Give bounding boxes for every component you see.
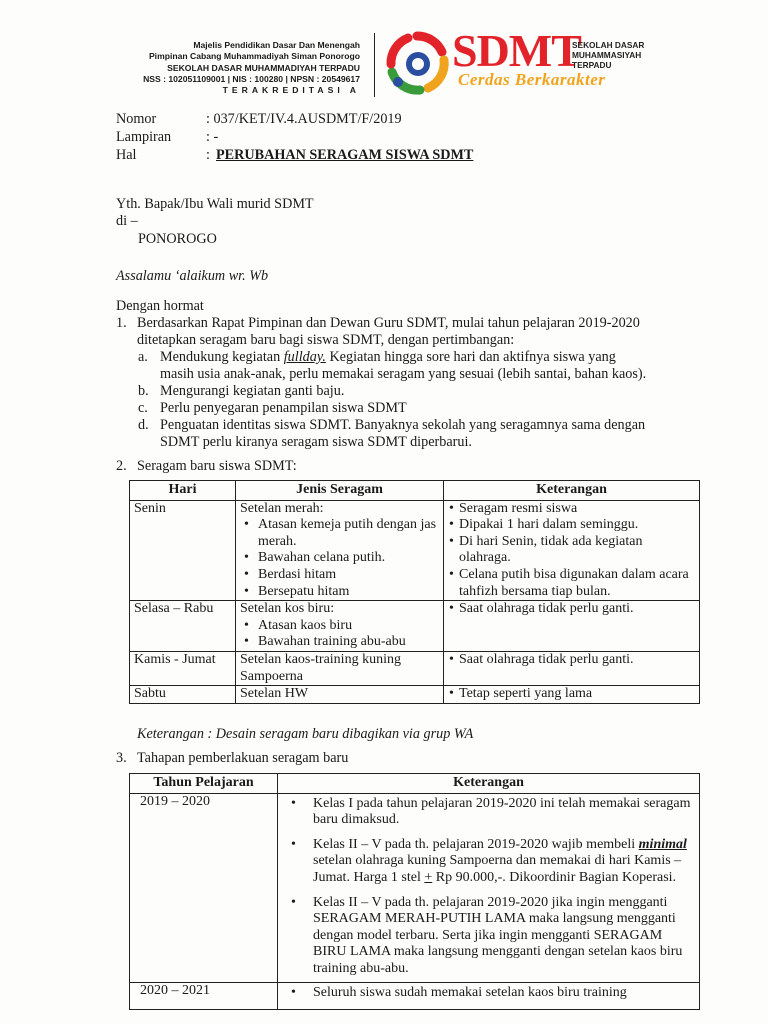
point1a-line [160, 349, 616, 366]
table-row [130, 651, 700, 685]
column-header: Tahun Pelajaran [130, 774, 278, 794]
list-item: • Saat olahraga tidak perlu ganti. [459, 601, 695, 618]
keterangan-cell [278, 793, 700, 982]
column-header: Keterangan [278, 774, 700, 794]
keterangan-cell [444, 601, 700, 652]
letterhead-line: SEKOLAH DASAR MUHAMMADIYAH TERPADU [167, 62, 360, 73]
table-header-row [130, 774, 700, 794]
keterangan-cell [444, 686, 700, 704]
table-header-row [130, 481, 700, 501]
jenis-title: Setelan kos biru: [240, 601, 335, 617]
brand-name: SDMT [452, 25, 581, 76]
letterhead-line: NSS : 102051109001 | NIS : 100280 | NPSN : 20549617 [143, 73, 360, 84]
list-item: • Berdasi hitam [258, 567, 439, 584]
plus-minus-sign: + [424, 869, 433, 885]
point1d-line: Penguatan identitas siswa SDMT. Banyaknya sekolah yang seragamnya sama dengan [160, 417, 646, 433]
point1a-line2: masih usia anak-anak, perlu memakai seragam yang sesuai (lebih santai, bahan kaos). [160, 366, 647, 382]
list-item: • Kelas II – V pada th. pelajaran 2019-2020 jika ingin mengganti SERAGAM MERAH-PUTIH LAMA maka langsung mengganti dengan model terbaru. Serta jika ingin mengganti SERAGAM BIRU LAMA maka langsung mengganti dengan setelan kaos biru training abu-abu. [313, 895, 695, 978]
point1a-text: Mendukung kegiatan [160, 349, 284, 365]
recipient-di: di – [116, 213, 138, 229]
brand-subtitle-line: TERPADU [572, 60, 612, 70]
letterhead-line: Majelis Pendidikan Dasar Dan Menengah [193, 40, 360, 50]
hari-cell: Kamis - Jumat [130, 651, 236, 685]
point3-text: Tahapan pemberlakuan seragam baru [137, 750, 349, 766]
letterhead-line: Pimpinan Cabang Muhammadiyah Siman Ponorogo [148, 51, 360, 62]
schedule-table [129, 773, 700, 1010]
keterangan-list [448, 601, 695, 618]
list-item: • Tetap seperti yang lama [459, 686, 695, 703]
brand-subtitle-line: MUHAMMASIYAH [572, 50, 642, 60]
hal-label: Hal [116, 147, 137, 163]
list-item: • Atasan kaos biru [258, 618, 439, 635]
sub-letter: c. [138, 400, 148, 416]
list-item: • Saat olahraga tidak perlu ganti. [459, 652, 695, 669]
item-text: setelan olahraga kuning Sampoerna dan memakai di hari Kamis – Jumat. Harga 1 stel [313, 853, 682, 885]
keterangan-list [448, 501, 695, 601]
point1d-line: SDMT perlu kiranya seragam siswa SDMT diperbarui. [160, 434, 472, 450]
design-note: Keterangan : Desain seragam baru dibagikan via grup WA [137, 726, 474, 742]
hari-cell: Senin [130, 500, 236, 601]
item-text: Rp 90.000,-. Dikoordinir Bagian Koperasi. [432, 869, 677, 885]
hal-colon: : [206, 147, 210, 163]
lampiran-label: Lampiran [116, 129, 172, 145]
point1c: Perlu penyegaran penampilan siswa SDMT [160, 400, 407, 416]
table-row [130, 500, 700, 601]
list-item: • Celana putih bisa digunakan dalam acara tahfizh bersama tiap bulan. [459, 567, 695, 600]
list-item: • Bawahan training abu-abu [258, 634, 439, 651]
point1-line: Berdasarkan Rapat Pimpinan dan Dewan Guru SDMT, mulai tahun pelajaran 2019-2020 [137, 315, 640, 331]
brand-subtitle-line: SEKOLAH DASAR [572, 40, 645, 50]
subject-title: PERUBAHAN SERAGAM SISWA SDMT [216, 147, 474, 163]
keterangan-list [448, 686, 695, 703]
letterhead-divider [374, 33, 375, 97]
hari-cell: Sabtu [130, 686, 236, 704]
jenis-cell [236, 601, 444, 652]
list-item: • Atasan kemeja putih dengan jas merah. [258, 517, 439, 550]
list-item: • Kelas I pada tahun pelajaran 2019-2020 ini telah memakai seragam baru dimaksud. [313, 796, 695, 829]
brand-subtitle [572, 40, 644, 70]
point2-text: Seragam baru siswa SDMT: [137, 458, 297, 474]
table-row [130, 793, 700, 982]
list-item: • Bawahan celana putih. [258, 550, 439, 567]
accreditation: TERAKREDITASI A [222, 85, 360, 96]
jenis-cell: Setelan kaos-training kuning Sampoerna [236, 651, 444, 685]
point-number: 1. [116, 315, 127, 331]
nomor-label: Nomor [116, 111, 157, 127]
keterangan-cell [444, 500, 700, 601]
table-row [130, 686, 700, 704]
list-item [313, 837, 695, 887]
schedule-list [282, 796, 695, 978]
letterhead-institution [100, 40, 360, 96]
item-text: Kelas II – V pada th. pelajaran 2019-2020 wajib membeli [313, 836, 639, 852]
point1b: Mengurangi kegiatan ganti baju. [160, 383, 345, 399]
column-header: Jenis Seragam [236, 481, 444, 501]
sub-letter: d. [138, 417, 149, 433]
year-cell: 2020 – 2021 [130, 982, 278, 1010]
lampiran-value: : - [206, 129, 219, 145]
column-header: Keterangan [444, 481, 700, 501]
point-number: 2. [116, 458, 127, 474]
nomor-value: : 037/KET/IV.4.AUSDMT/F/2019 [206, 111, 402, 127]
table-row [130, 601, 700, 652]
list-item: • Dipakai 1 hari dalam seminggu. [459, 517, 695, 534]
keterangan-cell [444, 651, 700, 685]
point-number: 3. [116, 750, 127, 766]
list-item: • Seragam resmi siswa [459, 501, 695, 518]
hari-cell: Selasa – Rabu [130, 601, 236, 652]
opening: Dengan hormat [116, 298, 204, 314]
jenis-cell [236, 500, 444, 601]
sub-letter: a. [138, 349, 148, 365]
keterangan-list [448, 652, 695, 669]
school-logo-icon [384, 30, 450, 96]
jenis-list [240, 517, 439, 600]
jenis-title: Setelan merah: [240, 500, 324, 516]
jenis-cell: Setelan HW [236, 686, 444, 704]
minimal-emphasis: minimal [638, 836, 687, 852]
schedule-list [282, 985, 695, 1002]
table-row [130, 982, 700, 1010]
greeting: Assalamu ‘alaikum wr. Wb [116, 268, 269, 284]
list-item: • Bersepatu hitam [258, 584, 439, 601]
point1-line: ditetapkan seragam baru bagi siswa SDMT, dengan pertimbangan: [137, 332, 515, 348]
recipient: Yth. Bapak/Ibu Wali murid SDMT [116, 196, 314, 212]
fullday-emphasis: fullday. [283, 349, 326, 365]
sub-letter: b. [138, 383, 149, 399]
motto: Cerdas Berkarakter [458, 70, 606, 89]
list-item: • Seluruh siswa sudah memakai setelan kaos biru training [313, 985, 695, 1002]
year-cell: 2019 – 2020 [130, 793, 278, 982]
recipient-city: PONOROGO [138, 231, 217, 247]
column-header: Hari [130, 481, 236, 501]
point1a-text: Kegiatan hingga sore hari dan aktifnya siswa yang [325, 349, 616, 365]
list-item: • Di hari Senin, tidak ada kegiatan olahraga. [459, 534, 695, 567]
jenis-list [240, 618, 439, 651]
uniform-table [129, 480, 700, 704]
keterangan-cell [278, 982, 700, 1010]
